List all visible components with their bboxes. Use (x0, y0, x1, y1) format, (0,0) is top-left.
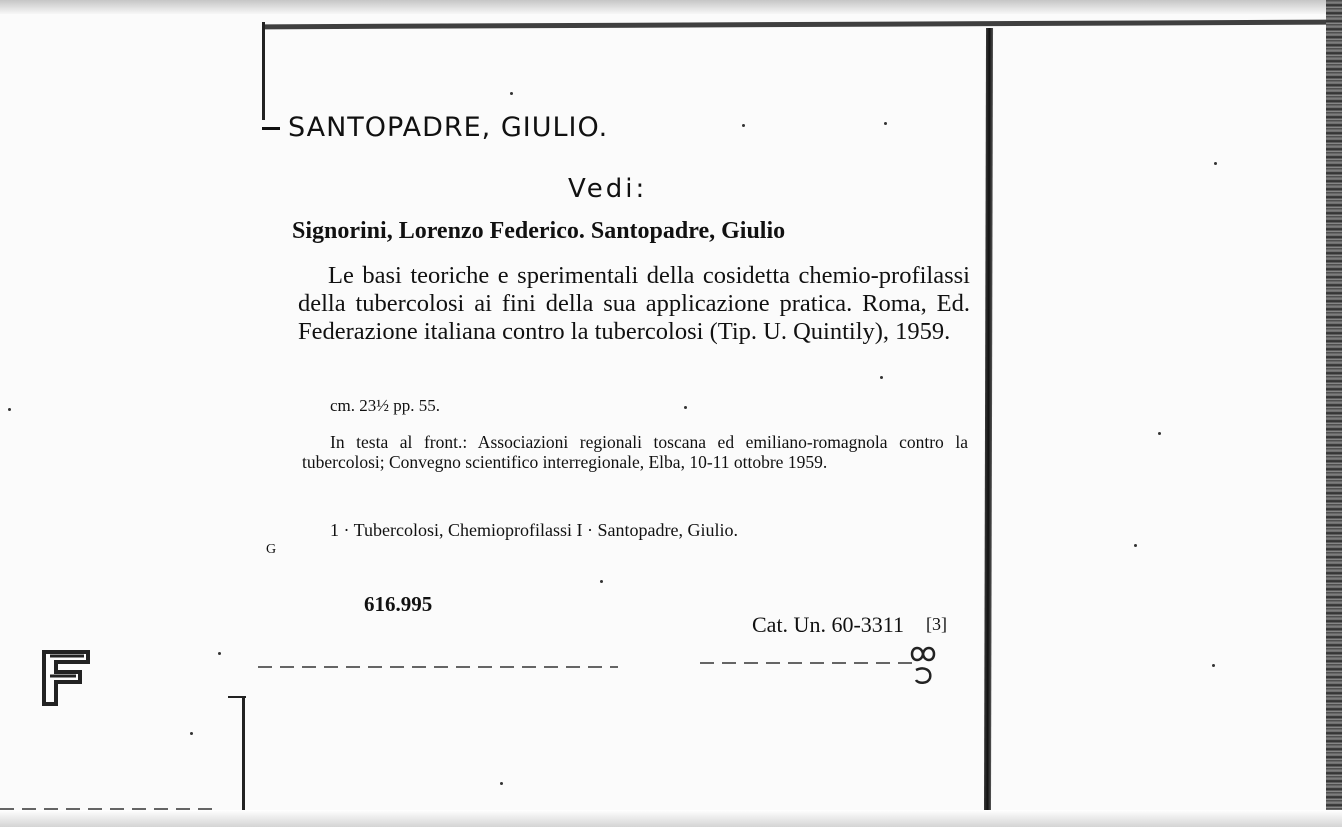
card-top-rule (265, 20, 1327, 30)
f-stamp-icon (40, 648, 92, 708)
speck (218, 652, 221, 655)
classification-number: 616.995 (364, 592, 433, 616)
heading-text: SANTOPADRE, GIULIO. (288, 112, 609, 143)
card-heading (262, 112, 608, 143)
card-left-rule-bottom (242, 696, 245, 820)
speck (190, 732, 193, 735)
scan-bottom-dashes (0, 808, 220, 810)
speck (884, 122, 887, 125)
punch-dashes-right (700, 662, 920, 664)
speck (1158, 432, 1161, 435)
card-right-rule (984, 28, 993, 818)
punch-dashes-left (258, 666, 618, 668)
scan-top-shadow (0, 0, 1342, 14)
speck (1212, 664, 1215, 667)
catalog-card-number-text: Cat. Un. 60-3311 (752, 612, 904, 637)
speck (880, 376, 883, 379)
heading-dash (262, 127, 280, 130)
card-note: In testa al front.: Associazioni regionali toscana ed emiliano-romagnola contro la tubercolosi; Convegno scientifico interregionale, Elba, 10-11 ottobre 1959. (302, 432, 968, 472)
speck (600, 580, 603, 583)
see-reference-label: Vedi: (568, 174, 648, 204)
catalog-card-suffix: [3] (925, 614, 947, 634)
speck (742, 124, 745, 127)
card-left-rule-top (262, 22, 265, 120)
speck (1134, 544, 1137, 547)
scan-right-edge (1326, 0, 1342, 827)
card-left-tick (228, 696, 246, 698)
card-small-mark: G (266, 542, 277, 557)
speck (684, 406, 687, 409)
card-authors: Signorini, Lorenzo Federico. Santopadre, Giulio (292, 218, 786, 244)
card-collation: cm. 23½ pp. 55. (330, 396, 441, 415)
infinity-icon (906, 636, 940, 690)
speck (1214, 162, 1217, 165)
card-title-imprint: Le basi teoriche e sperimentali della cosidetta chemio-profilassi della tubercolosi ai fini della sua applicazione pratica. Roma, Ed. Federazione italiana contro la tubercolosi (Tip. U. Quintily), 1959. (298, 262, 970, 345)
catalog-card-number (752, 612, 947, 638)
speck (510, 92, 513, 95)
speck (8, 408, 11, 411)
speck (500, 782, 503, 785)
scan-bottom-edge (0, 810, 1342, 827)
card-tracings: 1 · Tubercolosi, Chemioprofilassi I · Santopadre, Giulio. (330, 520, 738, 540)
